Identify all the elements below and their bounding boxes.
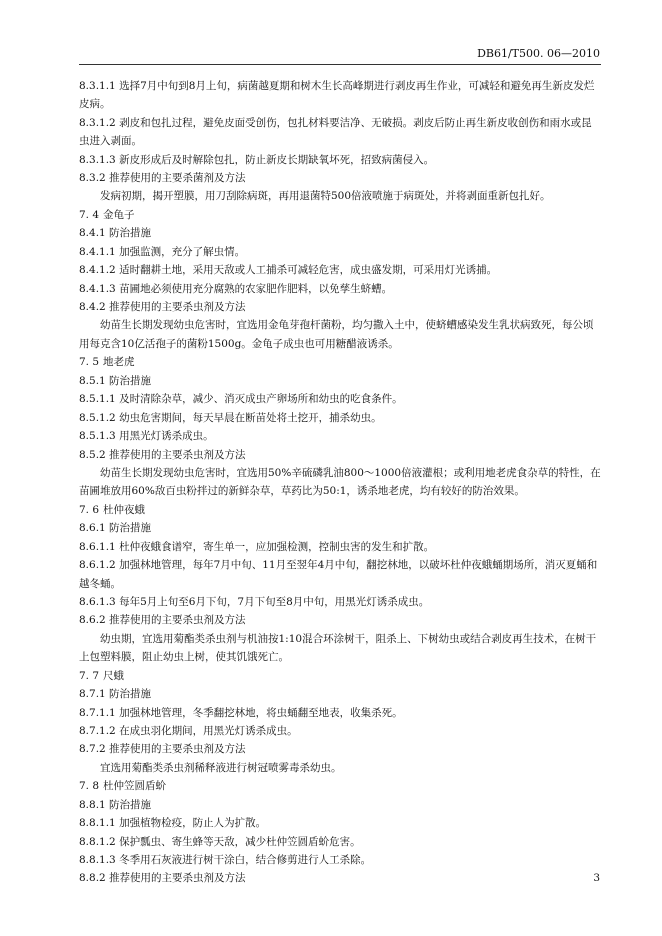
section-title: 杜仲夜蛾	[103, 503, 145, 516]
section-number: 7. 6	[79, 503, 100, 516]
clause: 8.3.1.3 新皮形成后及时解除包扎，防止新皮长期缺氧坏死，招致病菌侵入。	[79, 153, 435, 166]
clause: 8.4.1 防治措施	[79, 227, 152, 240]
clause: 8.3.1.1 选择7月中旬到8月上旬，病菌越夏期和树木生长高峰期进行剥皮再生作业，可减轻和避免再生新皮发烂皮病。	[79, 80, 595, 111]
clause: 8.3.2 推荐使用的主要杀菌剂及方法	[79, 172, 246, 185]
clause: 8.6.1 防治措施	[79, 522, 152, 535]
section-heading	[79, 353, 601, 372]
clause: 8.5.2 推荐使用的主要杀虫剂及方法	[79, 448, 246, 461]
section-number: 7. 4	[79, 208, 100, 221]
clause: 8.8.1 防治措施	[79, 798, 152, 811]
body-paragraph: 发病初期，揭开塑膜，用刀刮除病斑，再用退菌特500倍液喷施于病斑处，并将剥面重新包扎好。	[100, 190, 551, 203]
clause: 8.8.1.3 冬季用石灰液进行树干涂白，结合修剪进行人工杀除。	[79, 854, 372, 866]
section-title: 尺蛾	[103, 669, 124, 682]
clause: 8.6.2 推荐使用的主要杀虫剂及方法	[79, 614, 246, 627]
clause: 8.3.1.2 剥皮和包扎过程，避免皮面受创伤，包扎材料要洁净、无破损。剥皮后防止再生新皮收创伤和雨水或昆虫进入剥面。	[79, 116, 592, 148]
clause: 8.4.1.1 加强监测，充分了解虫情。	[79, 245, 246, 258]
section-number: 7. 5	[79, 356, 100, 369]
clause: 8.6.1.3 每年5月上旬至6月下旬，7月下旬至8月中旬，用黑光灯诱杀成虫。	[79, 595, 430, 608]
header-divider	[79, 64, 601, 65]
clause: 8.8.1.2 保护瓢虫、寄生蜂等天敌，减少杜仲笠圆盾蚧危害。	[79, 835, 361, 848]
clause: 8.7.2 推荐使用的主要杀虫剂及方法	[79, 743, 246, 756]
clause: 8.4.2 推荐使用的主要杀虫剂及方法	[79, 301, 246, 314]
clause: 8.7.1.1 加强林地管理，冬季翻挖林地，将虫蛹翻至地表，收集杀死。	[79, 706, 403, 719]
clause: 8.6.1.1 杜仲夜蛾食谱窄，寄生单一，应加强检测，控制虫害的发生和扩散。	[79, 540, 435, 553]
body-paragraph: 宜选用菊酯类杀虫剂稀释液进行树冠喷雾毒杀幼虫。	[100, 761, 342, 774]
section-title: 杜仲笠圆盾蚧	[103, 780, 166, 793]
page-number: 3	[593, 872, 600, 884]
clause: 8.7.1.2 在成虫羽化期间，用黑光灯诱杀成虫。	[79, 724, 298, 737]
body-paragraph: 幼苗生长期发现幼虫危害时，宜选用金龟芽孢杆菌粉，均匀撒入土中，使蛴螬感染发生乳状病致死，每公顷用每克含10亿活孢子的菌粉1500g。金龟子成虫也可用糖醋液诱杀。	[79, 319, 594, 350]
clause: 8.5.1.2 幼虫危害期间，每天早晨在断苗处将土挖开，捕杀幼虫。	[79, 411, 382, 424]
clause: 8.7.1 防治措施	[79, 688, 152, 701]
section-title: 地老虎	[103, 356, 135, 369]
clause: 8.4.1.2 适时翻耕土地，采用天敌或人工捕杀可减轻危害，成虫盛发期，可采用灯光诱捕。	[79, 264, 498, 277]
clause: 8.8.2 推荐使用的主要杀虫剂及方法	[79, 872, 246, 885]
document-body	[79, 77, 601, 888]
section-number: 7. 7	[79, 669, 100, 682]
clause: 8.6.1.2 加强林地管理，每年7月中旬、11月至翌年4月中旬，翻挖林地，以破坏杜仲夜蛾蛹期场所，消灭夏蛹和越冬蛹。	[79, 559, 598, 590]
section-number: 7. 8	[79, 780, 100, 793]
clause: 8.4.1.3 苗圃地必须使用充分腐熟的农家肥作肥料，以免孳生蛴螬。	[79, 282, 393, 295]
body-paragraph: 幼苗生长期发现幼虫危害时，宜选用50%辛硫磷乳油800～1000倍液灌根；或利用地老虎食杂草的特性，在苗圃堆放用60%敌百虫粉拌过的新鲜杂草，草药比为50:1，诱杀地老虎，均有较好的防治效果。	[79, 466, 601, 498]
clause: 8.5.1 防治措施	[79, 374, 152, 387]
section-title: 金龟子	[103, 208, 135, 221]
clause: 8.5.1.1 及时清除杂草，减少、消灭成虫产卵场所和幼虫的吃食条件。	[79, 393, 403, 406]
document-number: DB61/T500. 06—2010	[477, 47, 600, 60]
section-heading	[79, 777, 601, 796]
section-heading	[79, 206, 601, 225]
section-heading	[79, 501, 601, 520]
body-paragraph: 幼虫期，宜选用菊酯类杀虫剂与机油按1:10混合环涂树干，阻杀上、下树幼虫或结合剥皮再生技术，在树干上包塑料膜，阻止幼虫上树，使其饥饿死亡。	[79, 632, 597, 664]
clause: 8.8.1.1 加强植物检疫，防止人为扩散。	[79, 817, 267, 830]
section-heading	[79, 667, 601, 686]
clause: 8.5.1.3 用黑光灯诱杀成虫。	[79, 430, 214, 443]
